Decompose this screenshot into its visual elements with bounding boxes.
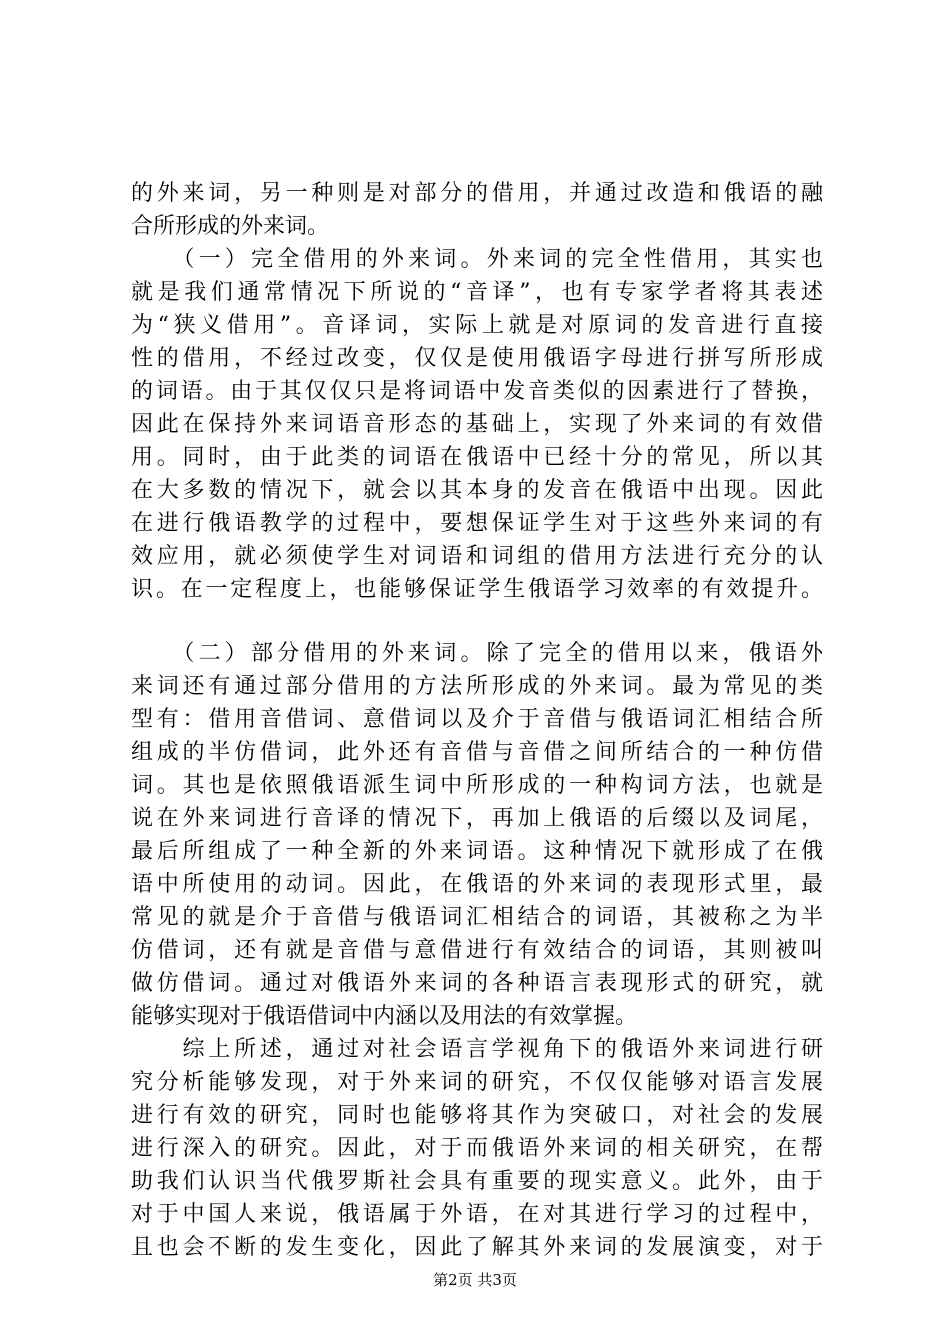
text-line: 仿借词，还有就是音借与意借进行有效结合的词语，其则被叫 <box>131 938 823 963</box>
text-line: 助我们认识当代俄罗斯社会具有重要的现实意义。此外，由于 <box>131 1169 823 1194</box>
text-line: 综上所述，通过对社会语言学视角下的俄语外来词进行研 <box>131 1037 823 1062</box>
text-line: 合所形成的外来词。 <box>131 214 330 239</box>
text-line: 识。在一定程度上，也能够保证学生俄语学习效率的有效提升。 <box>131 577 823 602</box>
text-line: 对于中国人来说，俄语属于外语，在对其进行学习的过程中， <box>131 1202 823 1227</box>
text-line: （二）部分借用的外来词。除了完全的借用以来，俄语外 <box>131 641 823 666</box>
text-line: 就是我们通常情况下所说的“音译”，也有专家学者将其表述 <box>131 280 823 305</box>
text-line: 能够实现对于俄语借词中内涵以及用法的有效掌握。 <box>131 1004 638 1029</box>
text-line: 进行有效的研究，同时也能够将其作为突破口，对社会的发展 <box>131 1103 823 1128</box>
text-line: 说在外来词进行音译的情况下，再加上俄语的后缀以及词尾， <box>131 806 823 831</box>
text-line: 进行深入的研究。因此，对于而俄语外来词的相关研究，在帮 <box>131 1136 823 1161</box>
text-line: 做仿借词。通过对俄语外来词的各种语言表现形式的研究，就 <box>131 971 823 996</box>
document-body <box>131 177 823 1264</box>
paragraph <box>131 177 823 243</box>
text-line: 因此在保持外来词语音形态的基础上，实现了外来词的有效借 <box>131 412 823 437</box>
text-line: 在大多数的情况下，就会以其本身的发音在俄语中出现。因此 <box>131 478 823 503</box>
text-line: 性的借用，不经过改变，仅仅是使用俄语字母进行拼写所形成 <box>131 346 823 371</box>
text-line: 语中所使用的动词。因此，在俄语的外来词的表现形式里，最 <box>131 872 823 897</box>
text-line: 在进行俄语教学的过程中，要想保证学生对于这些外来词的有 <box>131 511 823 536</box>
text-line: 用。同时，由于此类的词语在俄语中已经十分的常见，所以其 <box>131 445 823 470</box>
text-line: 效应用，就必须使学生对词语和词组的借用方法进行充分的认 <box>131 544 823 569</box>
paragraph <box>131 637 823 1033</box>
paragraph <box>131 243 823 606</box>
paragraph <box>131 1033 823 1264</box>
text-line: 究分析能够发现，对于外来词的研究，不仅仅能够对语言发展 <box>131 1070 823 1095</box>
text-line: 来词还有通过部分借用的方法所形成的外来词。最为常见的类 <box>131 674 823 699</box>
text-line: 词。其也是依照俄语派生词中所形成的一种构词方法，也就是 <box>131 773 823 798</box>
text-line: 为“狭义借用”。音译词，实际上就是对原词的发音进行直接 <box>131 313 823 338</box>
text-line: 的外来词，另一种则是对部分的借用，并通过改造和俄语的融 <box>131 181 823 206</box>
page-number: 第2页 共3页 <box>433 1271 517 1289</box>
text-line: 的词语。由于其仅仅只是将词语中发音类似的因素进行了替换， <box>131 379 823 404</box>
text-line: 组成的半仿借词，此外还有音借与音借之间所结合的一种仿借 <box>131 740 823 765</box>
text-line: （一）完全借用的外来词。外来词的完全性借用，其实也 <box>131 247 823 272</box>
text-line: 常见的就是介于音借与俄语词汇相结合的词语，其被称之为半 <box>131 905 823 930</box>
text-line: 且也会不断的发生变化，因此了解其外来词的发展演变，对于 <box>131 1235 823 1260</box>
paragraph-gap <box>131 606 823 637</box>
text-line: 型有：借用音借词、意借词以及介于音借与俄语词汇相结合所 <box>131 707 823 732</box>
text-line: 最后所组成了一种全新的外来词语。这种情况下就形成了在俄 <box>131 839 823 864</box>
